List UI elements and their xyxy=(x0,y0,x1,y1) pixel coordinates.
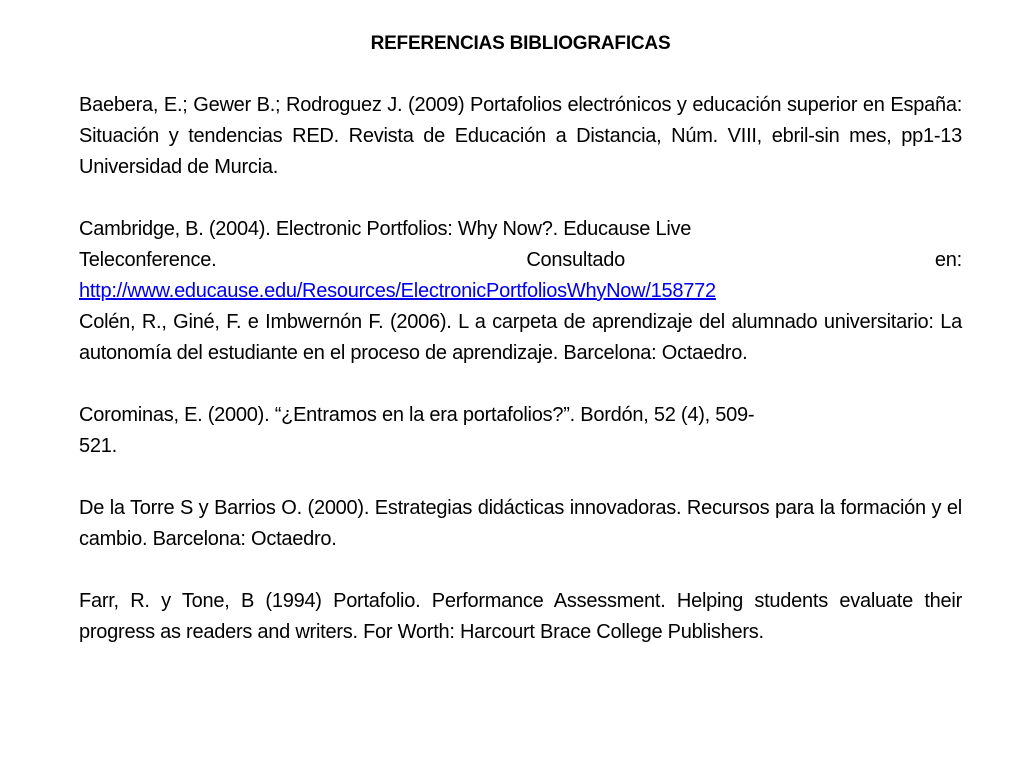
reference-word: Teleconference. xyxy=(79,249,217,271)
reference-cambridge-line2 xyxy=(79,245,962,276)
reference-corominas-line2: 521. xyxy=(79,435,117,457)
reference-farr: Farr, R. y Tone, B (1994) Portafolio. Performance Assessment. Helping students evaluate their progress as readers and writers. For Worth: Harcourt Brace College Publishers. xyxy=(79,590,962,643)
reference-colen: Colén, R., Giné, F. e Imbwernón F. (2006). L a carpeta de aprendizaje del alumnado universitario: La autonomía del estudiante en el proceso de aprendizaje. Barcelona: Octaedro. xyxy=(79,311,962,364)
reference-barbera: Baebera, E.; Gewer B.; Rodroguez J. (2009) Portafolios electrónicos y educación superior en España: Situación y tendencias RED. Revista de Educación a Distancia, Núm. VIII, ebril-sin mes, pp1-13 Universidad de Murcia. xyxy=(79,94,962,178)
reference-list xyxy=(79,90,962,648)
reference-cambridge-link-line xyxy=(79,276,962,307)
reference-cambridge-line1 xyxy=(79,214,962,245)
reference-de-la-torre: De la Torre S y Barrios O. (2000). Estrategias didácticas innovadoras. Recursos para la formación y el cambio. Barcelona: Octaedro. xyxy=(79,497,962,550)
reference-word: Consultado xyxy=(526,249,626,271)
reference-corominas xyxy=(79,400,962,462)
page-title: REFERENCIAS BIBLIOGRAFICAS xyxy=(370,33,671,54)
reference-cambridge-text: Cambridge, B. (2004). Electronic Portfolios: Why Now?. Educause Live xyxy=(79,218,692,240)
reference-cambridge xyxy=(79,214,962,307)
reference-word: en: xyxy=(934,249,962,271)
reference-corominas-line1: Corominas, E. (2000). “¿Entramos en la era portafolios?”. Bordón, 52 (4), 509- xyxy=(79,404,755,426)
educause-link[interactable]: http://www.educause.edu/Resources/ElectronicPortfoliosWhyNow/158772 xyxy=(79,280,716,302)
